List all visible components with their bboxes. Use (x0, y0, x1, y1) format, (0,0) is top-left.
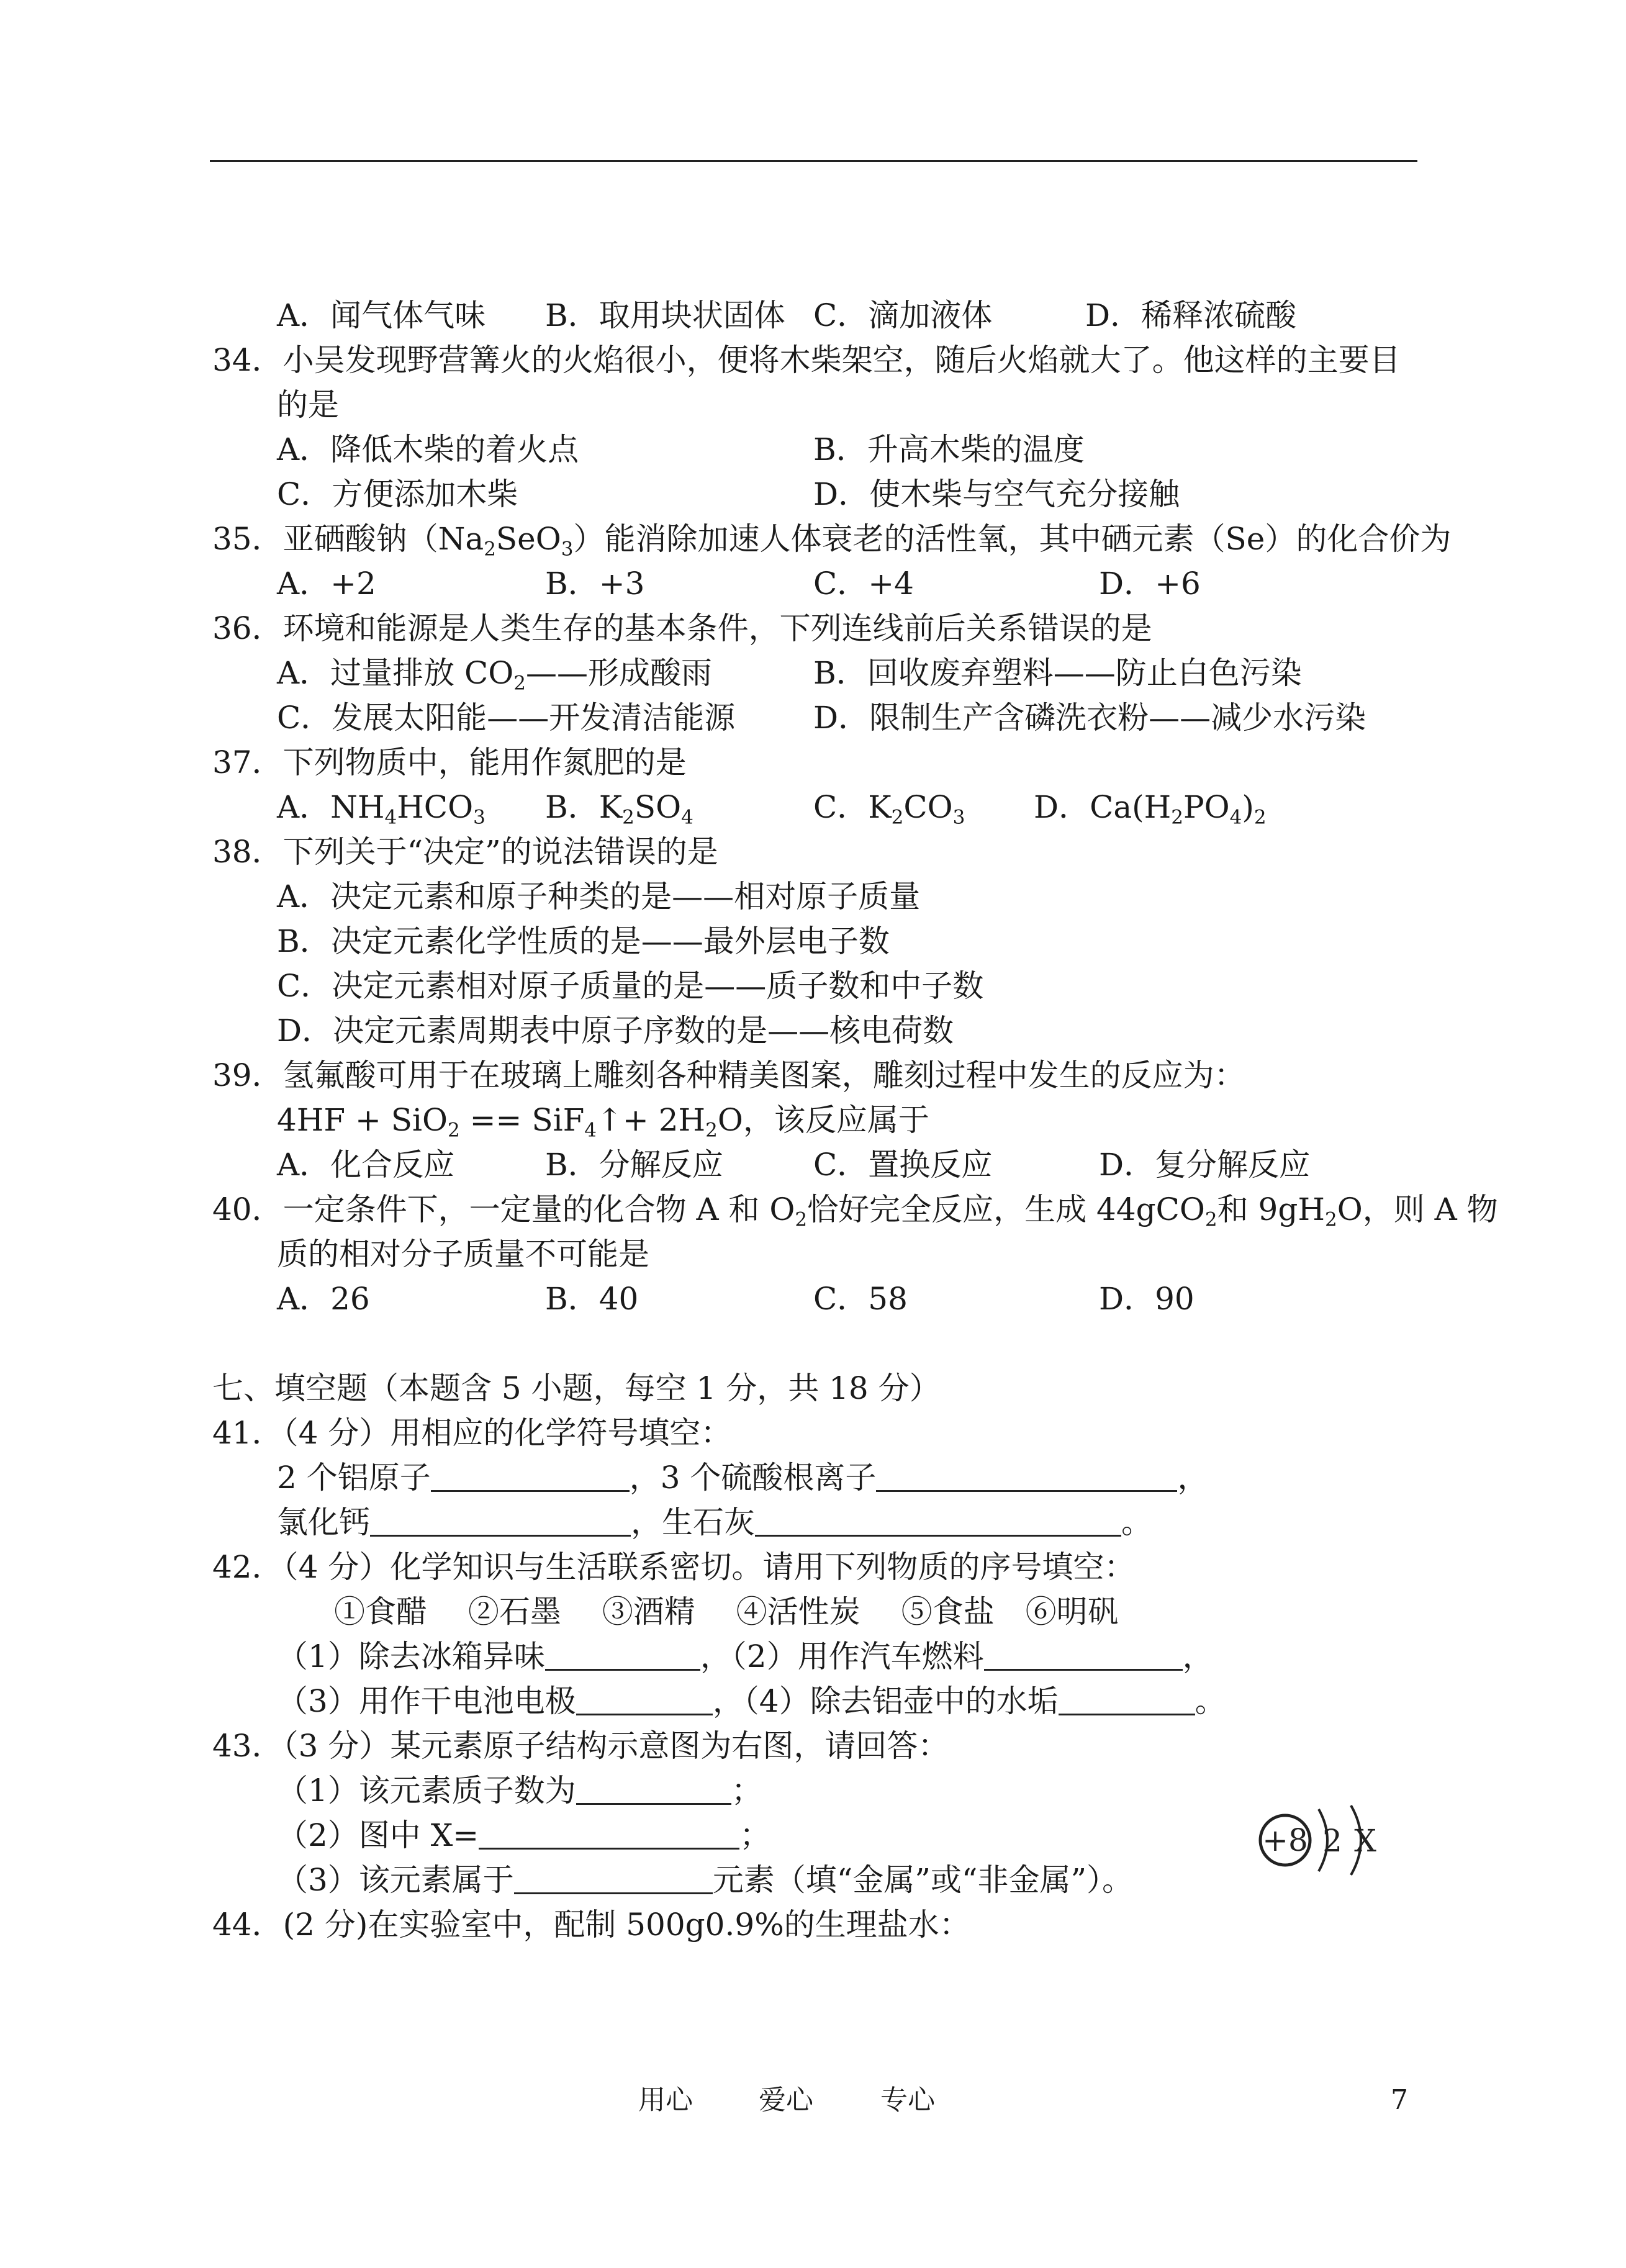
q37-option-b: B．$K_2SO_4$ (545, 789, 693, 829)
q41-line2: 氯化钙 ，生石灰 。 (277, 1504, 1152, 1540)
atom-structure-diagram (1245, 1788, 1401, 1900)
q43-blank-2[interactable] (479, 1819, 739, 1850)
q35-option-b: B．+3 (545, 566, 645, 602)
q35-stem: 35．亚硒酸钠$(Na_2SeO_3)$能消除加速人体衰老的活性氧，其中硒元素（Se）的化合价为 (212, 521, 1452, 561)
q34-stem: 34．小吴发现野营篝火的火焰很小，便将木柴架空，随后火焰就大了。他这样的主要目 (212, 342, 1401, 378)
q42-line1: （1）除去冰箱异味 ，（2）用作汽车燃料 ， (277, 1638, 1214, 1674)
q34-option-d: D．使木柴与空气充分接触 (813, 476, 1180, 512)
q36-option-d: D．限制生产含磷洗衣粉——减少水污染 (813, 700, 1366, 736)
q38-option-a: A．决定元素和原子种类的是——相对原子质量 (277, 879, 921, 915)
q34-option-a: A．降低木柴的着火点 (277, 431, 579, 468)
footer-motto-2: 爱心 (759, 2084, 813, 2116)
q40-stem-cont: 质的相对分子质量不可能是 (277, 1236, 649, 1272)
q40-stem: 40．一定条件下，一定量的化合物 A 和 $O_2$恰好完全反应，生成 44gCO$_2$和 $9gH_2O$，则 A 物 (212, 1191, 1498, 1231)
q40-option-d: D．90 (1099, 1281, 1195, 1317)
nucleus-charge: +8 (1262, 1822, 1308, 1858)
q39-option-c: C．置换反应 (813, 1147, 993, 1183)
q40-option-b: B．40 (545, 1281, 639, 1317)
q42-line2: （3）用作干电池电极 ，（4）除去铝壶中的水垢 。 (277, 1683, 1226, 1719)
q43-blank-3[interactable] (514, 1864, 713, 1894)
q42-blank-4[interactable] (1059, 1685, 1195, 1715)
q43-blank-1[interactable] (576, 1774, 731, 1805)
page-number: 7 (1391, 2084, 1408, 2116)
footer-motto-3: 专心 (880, 2084, 935, 2116)
section-7-heading: 七、填空题（本题含 5 小题，每空 1 分，共 18 分） (212, 1370, 941, 1406)
q38-option-d: D．决定元素周期表中原子序数的是——核电荷数 (277, 1013, 954, 1049)
q42-blank-2[interactable] (984, 1640, 1183, 1671)
q36-stem: 36．环境和能源是人类生存的基本条件，下列连线前后关系错误的是 (212, 610, 1152, 646)
q42-blank-1[interactable] (545, 1640, 700, 1671)
q35-option-c: C．+4 (813, 566, 914, 602)
q34-option-c: C．方便添加木柴 (277, 476, 518, 512)
q43-line3: （3）该元素属于 元素（填“金属”或“非金属”）。 (277, 1862, 1134, 1898)
q37-stem: 37．下列物质中，能用作氮肥的是 (212, 744, 687, 780)
q41-blank-4[interactable] (755, 1506, 1121, 1537)
footer-motto-1: 用心 (638, 2084, 693, 2116)
q33-option-d: D．稀释浓硫酸 (1085, 297, 1297, 333)
q39-option-d: D．复分解反应 (1099, 1147, 1311, 1183)
q33-option-b: B．取用块状固体 (545, 297, 785, 333)
q33-option-a: A．闻气体气味 (277, 297, 486, 333)
q38-option-c: C．决定元素相对原子质量的是——质子数和中子数 (277, 968, 984, 1004)
q39-equation: 4HF + SiO$_2$ == SiF$_4$↑+ $2H_2O$，该反应属于 (277, 1102, 929, 1142)
q36-option-c: C．发展太阳能——开发清洁能源 (277, 700, 736, 736)
q43-line2: （2）图中 X= ； (277, 1817, 771, 1853)
q41-stem: 41．（4 分）用相应的化学符号填空： (212, 1415, 732, 1451)
q37-option-a: A．$NH_4HCO_3$ (277, 789, 486, 829)
q37-option-c: C．$K_2CO_3$ (813, 789, 965, 829)
q41-blank-3[interactable] (370, 1506, 631, 1537)
q39-option-b: B．分解反应 (545, 1147, 723, 1183)
header-rule (210, 160, 1417, 162)
q41-blank-2[interactable] (876, 1462, 1177, 1492)
q39-option-a: A．化合反应 (277, 1147, 455, 1183)
q43-line1: （1）该元素质子数为 ； (277, 1773, 762, 1809)
q42-stem: 42．（4 分）化学知识与生活联系密切。请用下列物质的序号填空： (212, 1549, 1136, 1585)
q35-option-a: A．+2 (277, 566, 376, 602)
q42-blank-3[interactable] (576, 1685, 713, 1715)
q36-option-a: A．过量排放 $CO_2——$形成酸雨 (277, 655, 712, 695)
q34-stem-cont: 的是 (277, 387, 339, 423)
q44-stem: 44．(2 分)在实验室中，配制 500g0.9%的生理盐水： (212, 1907, 970, 1943)
q41-line1: 2 个铝原子 ，3 个硫酸根离子 ， (277, 1460, 1209, 1496)
q41-blank-1[interactable] (431, 1462, 630, 1492)
q38-stem: 38．下列关于“决定”的说法错误的是 (212, 834, 718, 870)
q38-option-b: B．决定元素化学性质的是——最外层电子数 (277, 923, 890, 959)
q39-stem: 39．氢氟酸可用于在玻璃上雕刻各种精美图案，雕刻过程中发生的反应为： (212, 1057, 1245, 1093)
q36-option-b: B．回收废弃塑料——防止白色污染 (813, 655, 1302, 691)
q43-stem: 43．（3 分）某元素原子结构示意图为右图，请回答： (212, 1728, 949, 1764)
q37-option-d: D．$Ca(H_2PO_4)_2$ (1034, 789, 1267, 829)
q33-option-c: C．滴加液体 (813, 297, 993, 333)
q42-substances: ①食醋 ②石墨 ③酒精 ④活性炭 ⑤食盐 ⑥明矾 (334, 1594, 1119, 1630)
q40-option-a: A．26 (277, 1281, 370, 1317)
q34-option-b: B．升高木柴的温度 (813, 431, 1085, 468)
q35-option-d: D．+6 (1099, 566, 1201, 602)
q40-option-c: C．58 (813, 1281, 908, 1317)
shell-1-electrons: 2 (1322, 1823, 1342, 1859)
shell-2-electrons: X (1354, 1823, 1376, 1859)
